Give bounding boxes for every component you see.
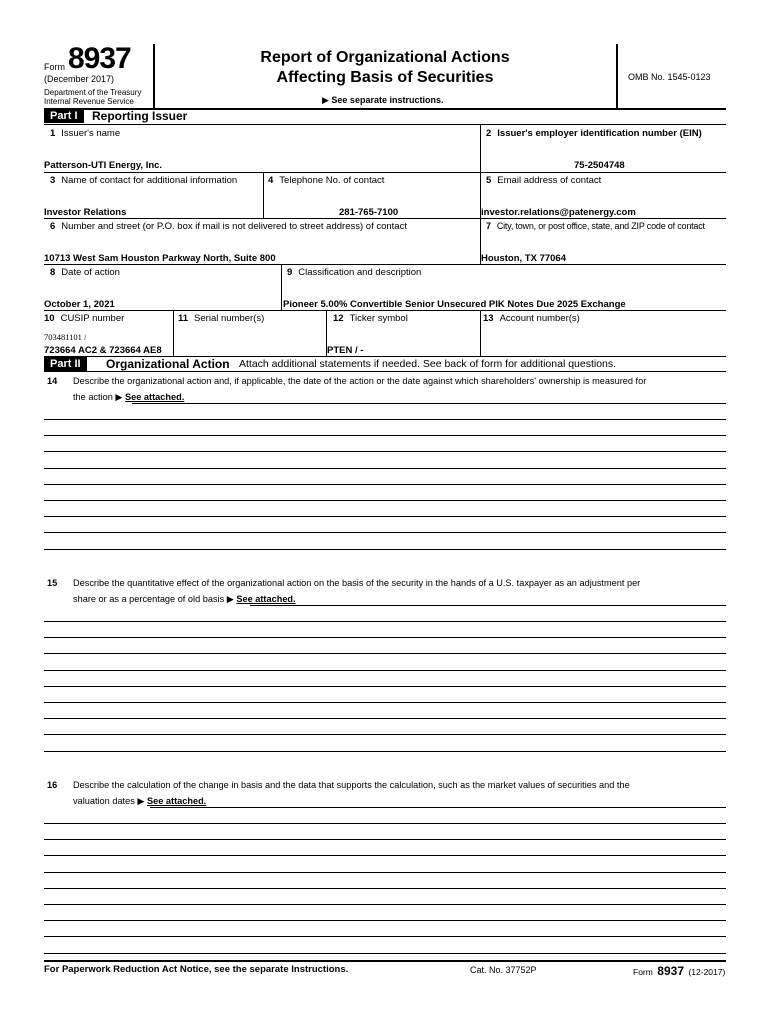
q16-writing-line[interactable] [44, 839, 726, 840]
date-of-action-value[interactable]: October 1, 2021 [44, 299, 115, 310]
q14-writing-line[interactable] [44, 468, 726, 469]
field-9-label: 9 Classification and description [287, 267, 422, 278]
divider-row4 [281, 264, 282, 310]
q15-writing-line[interactable] [44, 670, 726, 671]
q15-writing-line[interactable] [44, 686, 726, 687]
q14-answer[interactable]: See attached. [125, 392, 185, 402]
footer-form-number: 8937 [657, 964, 684, 978]
q15-writing-line[interactable] [44, 734, 726, 735]
ein-value[interactable]: 75-2504748 [574, 160, 625, 171]
form-title-line1: Report of Organizational Actions [260, 49, 510, 66]
rule-row3 [44, 264, 726, 265]
field-12-label: 12 Ticker symbol [333, 313, 408, 324]
q14-text-line2: the action ▶ See attached. [73, 392, 185, 402]
divider-row5-a [173, 310, 174, 356]
footer-revision: (12-2017) [688, 967, 726, 977]
field-7-label: 7 City, town, or post office, state, and ZIP code of contact [486, 221, 705, 231]
q16-writing-line[interactable] [44, 823, 726, 824]
footer-form-id [633, 962, 725, 980]
q16-writing-line[interactable] [44, 888, 726, 889]
street-value[interactable]: 10713 West Sam Houston Parkway North, Suite 800 [44, 253, 276, 264]
field-10-label: 10 CUSIP number [44, 313, 125, 324]
divider-row5-c [480, 310, 481, 356]
q15-writing-line[interactable] [44, 653, 726, 654]
q15-writing-line[interactable] [44, 751, 726, 752]
q16-writing-line[interactable] [44, 855, 726, 856]
q16-answer[interactable]: See attached. [147, 796, 207, 806]
q16-writing-line[interactable] [44, 920, 726, 921]
field-1-label: 1 Issuer's name [50, 128, 121, 139]
issuer-name-value[interactable]: Patterson-UTI Energy, Inc. [44, 160, 163, 171]
telephone-value[interactable]: 281-765-7100 [339, 207, 399, 218]
rule-row1 [44, 172, 726, 173]
q15-writing-line[interactable] [44, 718, 726, 719]
q14-writing-line[interactable] [44, 484, 726, 485]
cusip-value-line2[interactable]: 723664 AC2 & 723664 AE8 [44, 345, 162, 356]
field-3-label: 3 Name of contact for additional information [50, 175, 238, 186]
q15-text-line2: share or as a percentage of old basis ▶ See attached. [73, 594, 296, 604]
field-4-label: 4 Telephone No. of contact [268, 175, 385, 186]
q15-answer-line[interactable] [250, 605, 726, 606]
q15-writing-line[interactable] [44, 637, 726, 638]
rule-row4 [44, 310, 726, 311]
field-5-label: 5 Email address of contact [486, 175, 602, 186]
q16-writing-line[interactable] [44, 936, 726, 937]
see-instructions: ▶ See separate instructions. [322, 95, 444, 105]
q15-number: 15 [47, 578, 58, 588]
q16-writing-line[interactable] [44, 872, 726, 873]
part2-title: Organizational Action [106, 357, 230, 371]
part2-label: Part II [44, 357, 87, 371]
q14-number: 14 [47, 376, 58, 386]
q14-answer-line[interactable] [132, 403, 726, 404]
rule-footer [44, 960, 726, 962]
q15-answer[interactable]: See attached. [236, 594, 296, 604]
paperwork-notice: For Paperwork Reduction Act Notice, see the separate Instructions. [44, 964, 349, 975]
rule-row2 [44, 218, 726, 219]
divider-row3 [480, 218, 481, 264]
divider-row2-a [263, 172, 264, 218]
part1-title: Reporting Issuer [92, 109, 188, 123]
cusip-value-line1[interactable]: 703481101 / [44, 332, 87, 342]
classification-value[interactable]: Pioneer 5.00% Convertible Senior Unsecured PIK Notes Due 2025 Exchange [283, 299, 626, 310]
field-6-label: 6 Number and street (or P.O. box if mail is not delivered to street address) of contact [50, 221, 407, 232]
field-2-label: 2 Issuer's employer identification number (EIN) [486, 128, 702, 139]
q14-writing-line[interactable] [44, 549, 726, 550]
q14-text-line1: Describe the organizational action and, if applicable, the date of the action or the date against which shareholders' ownership is measured for [73, 376, 647, 386]
footer-form-word: Form [633, 967, 653, 977]
q16-text-line1: Describe the calculation of the change in basis and the data that supports the calculation, such as the market values of securities and the [73, 780, 630, 790]
omb-number: OMB No. 1545-0123 [628, 72, 711, 82]
divider-row2-b [480, 172, 481, 218]
rule-part1-header [44, 124, 726, 125]
email-value[interactable]: investor.relations@patenergy.com [481, 207, 636, 218]
dept-line2: Internal Revenue Service [44, 97, 134, 106]
q16-answer-line[interactable] [150, 807, 726, 808]
q16-writing-line[interactable] [44, 904, 726, 905]
field-11-label: 11 Serial number(s) [178, 313, 265, 324]
ticker-value[interactable]: PTEN / - [327, 345, 364, 356]
q14-writing-line[interactable] [44, 419, 726, 420]
q16-text-line2: valuation dates ▶ See attached. [73, 796, 207, 806]
q15-text-line1: Describe the quantitative effect of the organizational action on the basis of the security in the hands of a U.S. taxpayer as an adjustment per [73, 578, 641, 588]
q14-writing-line[interactable] [44, 516, 726, 517]
q16-number: 16 [47, 780, 58, 790]
field-13-label: 13 Account number(s) [483, 313, 580, 324]
divider-row5-b [326, 310, 327, 356]
q14-writing-line[interactable] [44, 532, 726, 533]
city-value[interactable]: Houston, TX 77064 [481, 253, 566, 264]
form-word: Form [44, 62, 65, 72]
form-title-line2: Affecting Basis of Securities [276, 69, 494, 86]
form-revision: (December 2017) [44, 74, 115, 84]
header-divider-right [616, 44, 618, 108]
catalog-number: Cat. No. 37752P [470, 965, 537, 975]
q14-writing-line[interactable] [44, 435, 726, 436]
q14-writing-line[interactable] [44, 500, 726, 501]
form-number: 8937 [68, 42, 131, 75]
part2-subtitle: Attach additional statements if needed. See back of form for additional questions. [239, 358, 617, 370]
divider-row1 [480, 124, 481, 172]
q16-writing-line[interactable] [44, 953, 726, 954]
q15-writing-line[interactable] [44, 621, 726, 622]
form-title [155, 48, 615, 88]
contact-name-value[interactable]: Investor Relations [44, 207, 127, 218]
part1-label: Part I [44, 109, 84, 123]
rule-part2-header [44, 371, 726, 372]
field-8-label: 8 Date of action [50, 267, 120, 278]
dept-line1: Department of the Treasury [44, 88, 142, 97]
q15-writing-line[interactable] [44, 702, 726, 703]
q14-writing-line[interactable] [44, 451, 726, 452]
